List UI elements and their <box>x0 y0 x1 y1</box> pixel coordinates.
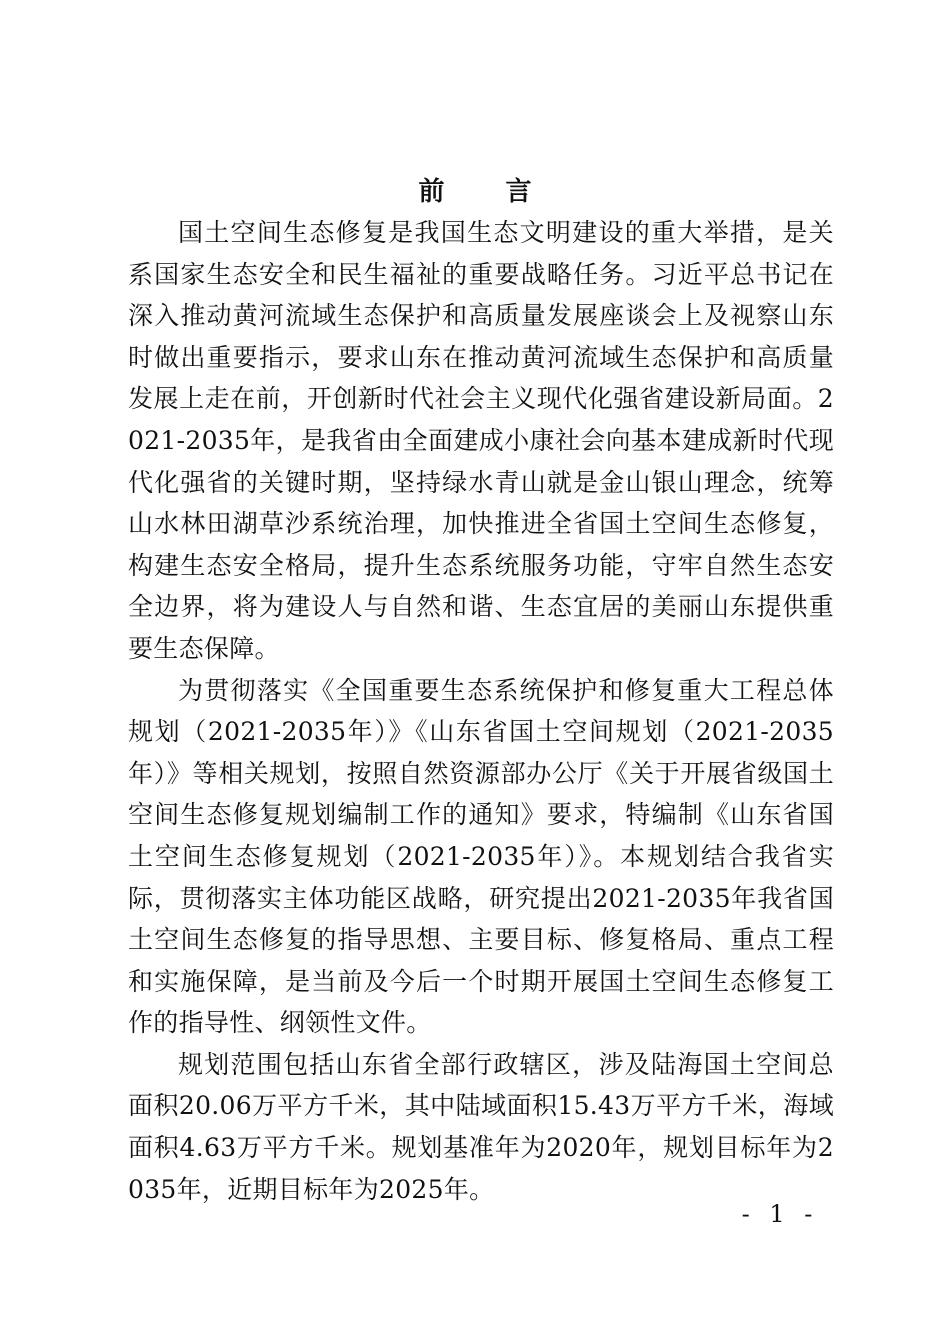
paragraph-1: 国土空间生态修复是我国生态文明建设的重大举措，是关系国家生态安全和民生福祉的重要战略任务。习近平总书记在深入推动黄河流域生态保护和高质量发展座谈会上及视察山东时做出重要指示，要求山东在推动黄河流域生态保护和高质量发展上走在前，开创新时代社会主义现代化强省建设新局面。2021-2035年，是我省由全面建成小康社会向基本建成新时代现代化强省的关键时期，坚持绿水青山就是金山银山理念，统筹山水林田湖草沙系统治理，加快推进全省国土空间生态修复，构建生态安全格局，提升生态系统服务功能，守牢自然生态安全边界，将为建设人与自然和谐、生态宜居的美丽山东提供重要生态保障。 <box>128 218 834 663</box>
body-text <box>128 212 834 1210</box>
page-title: 前 言 <box>418 177 558 207</box>
paragraph-3: 规划范围包括山东省全部行政辖区，涉及陆海国土空间总面积20.06万平方千米，其中陆域面积15.43万平方千米，海域面积4.63万平方千米。规划基准年为2020年，规划目标年为2035年，近期目标年为2025年。 <box>128 1049 834 1204</box>
paragraph-2: 为贯彻落实《全国重要生态系统保护和修复重大工程总体规划（2021-2035年）》《山东省国土空间规划（2021-2035年）》等相关规划，按照自然资源部办公厅《关于开展省级国土空间生态修复规划编制工作的通知》要求，特编制《山东省国土空间生态修复规划（2021-2035年）》。本规划结合我省实际，贯彻落实主体功能区战略，研究提出2021-2035年我省国土空间生态修复的指导思想、主要目标、修复格局、重点工程和实施保障，是当前及今后一个时期开展国土空间生态修复工作的指导性、纲领性文件。 <box>128 675 834 1038</box>
page-number: - 1 - <box>741 1200 819 1228</box>
